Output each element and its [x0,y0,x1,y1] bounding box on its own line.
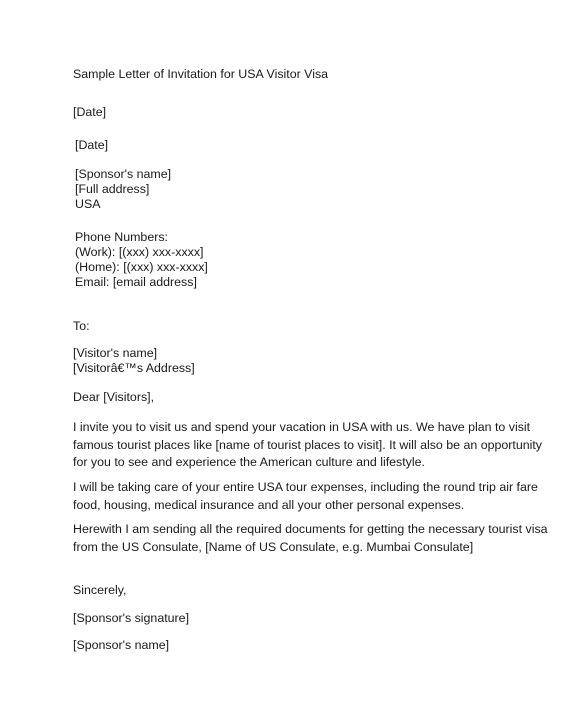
signature-placeholder: [Sponsor's signature] [73,611,190,625]
date-second: [Date] [75,138,109,152]
letter-title: Sample Letter of Invitation for USA Visitor Visa [73,67,329,81]
paragraph-3-text: Herewith I am sending all the required documents for getting the necessary tourist visa from the US Consulate, [Name of US Consulate, e.g. Mumbai Consulate] [73,522,548,554]
to-label: To: [73,319,90,333]
phone-heading: Phone Numbers: [75,230,168,244]
phone-block [75,230,555,290]
sponsor-name-line: [Sponsor's name] [75,167,172,181]
visitor-name-line: [Visitor's name] [73,346,158,360]
email-line: Email: [email address] [75,275,197,289]
sponsor-address-line: [Full address] [75,182,150,196]
phone-home: (Home): [(xxx) xxx-xxxx] [75,260,208,274]
paragraph-1 [73,419,553,472]
paragraph-2 [73,479,553,514]
sponsor-country-line: USA [75,197,101,211]
visitor-address-line: [Visitorâ€™s Address] [73,361,195,375]
sponsor-address-block [75,167,555,212]
visitor-block [73,346,553,376]
paragraph-2-text: I will be taking care of your entire USA tour expenses, including the round trip air fare food, housing, medical insurance and all your other personal expenses. [73,480,538,512]
paragraph-3 [73,521,553,556]
paragraph-1-text: I invite you to visit us and spend your vacation in USA with us. We have plan to visit famous tourist places like [name of tourist places to visit]. It will also be an opportunity for you to see and experience the American culture and lifestyle. [73,420,542,469]
date-top: [Date] [73,105,107,119]
sponsor-name-bottom: [Sponsor's name] [73,638,170,652]
salutation: Dear [Visitors], [73,390,155,404]
closing: Sincerely, [73,583,127,597]
phone-work: (Work): [(xxx) xxx-xxxx] [75,245,204,259]
